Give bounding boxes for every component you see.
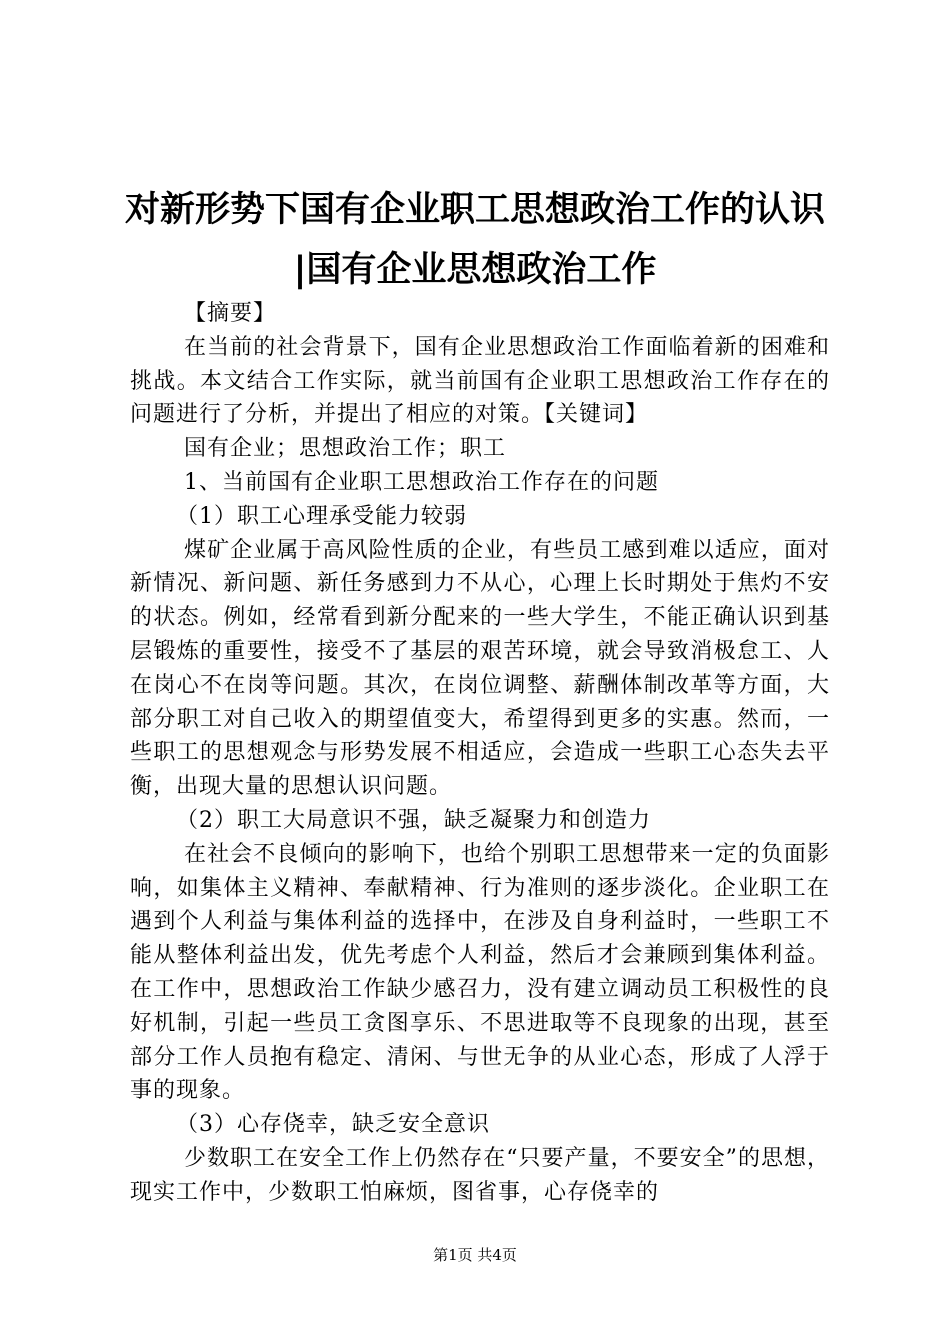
subsection-heading-1: （1）职工心理承受能力较弱 (176, 503, 467, 529)
document-title-line-2: |国有企业思想政治工作 (293, 250, 657, 290)
body-paragraph-3: 少数职工在安全工作上仍然存在“只要产量，不要安全”的思想，现实工作中，少数职工怕麻烦，图省事，心存侥幸的 (130, 1145, 830, 1205)
body-paragraph-1: 煤矿企业属于高风险性质的企业，有些员工感到难以适应，面对新情况、新问题、新任务感到力不从心，心理上长时期处于焦灼不安的状态。例如，经常看到新分配来的一些大学生，不能正确认识到基层锻炼的重要性，接受不了基层的艰苦环境，就会导致消极怠工、人在岗心不在岗等问题。其次，在岗位调整、薪酬体制改革等方面，大部分职工对自己收入的期望值变大，希望得到更多的实惠。然而，一些职工的思想观念与形势发展不相适应，会造成一些职工心态失去平衡，出现大量的思想认识问题。 (130, 537, 830, 800)
body-paragraph-2: 在社会不良倾向的影响下，也给个别职工思想带来一定的负面影响，如集体主义精神、奉献精神、行为准则的逐步淡化。企业职工在遇到个人利益与集体利益的选择中，在涉及自身利益时，一些职工不能从整体利益出发，优先考虑个人利益，然后才会兼顾到集体利益。在工作中，思想政治工作缺少感召力，没有建立调动员工积极性的良好机制，引起一些员工贪图享乐、不思进取等不良现象的出现，甚至部分工作人员抱有稳定、清闲、与世无争的从业心态，形成了人浮于事的现象。 (130, 841, 830, 1104)
subsection-heading-3: （3）心存侥幸，缺乏安全意识 (176, 1112, 490, 1138)
keywords-paragraph: 国有企业；思想政治工作；职工 (184, 436, 507, 462)
document-title-line-1: 对新形势下国有企业职工思想政治工作的认识 (124, 190, 825, 230)
abstract-paragraph: 在当前的社会背景下，国有企业思想政治工作面临着新的困难和挑战。本文结合工作实际，就当前国有企业职工思想政治工作存在的问题进行了分析，并提出了相应的对策。【关键词】 (130, 334, 830, 428)
abstract-heading: 【摘要】 (184, 301, 277, 326)
document-body (130, 297, 830, 1210)
section-heading-1: 1、当前国有企业职工思想政治工作存在的问题 (184, 469, 659, 495)
page-footer: 第1页 共4页 (433, 1246, 517, 1264)
subsection-heading-2: （2）职工大局意识不强，缺乏凝聚力和创造力 (176, 807, 651, 833)
